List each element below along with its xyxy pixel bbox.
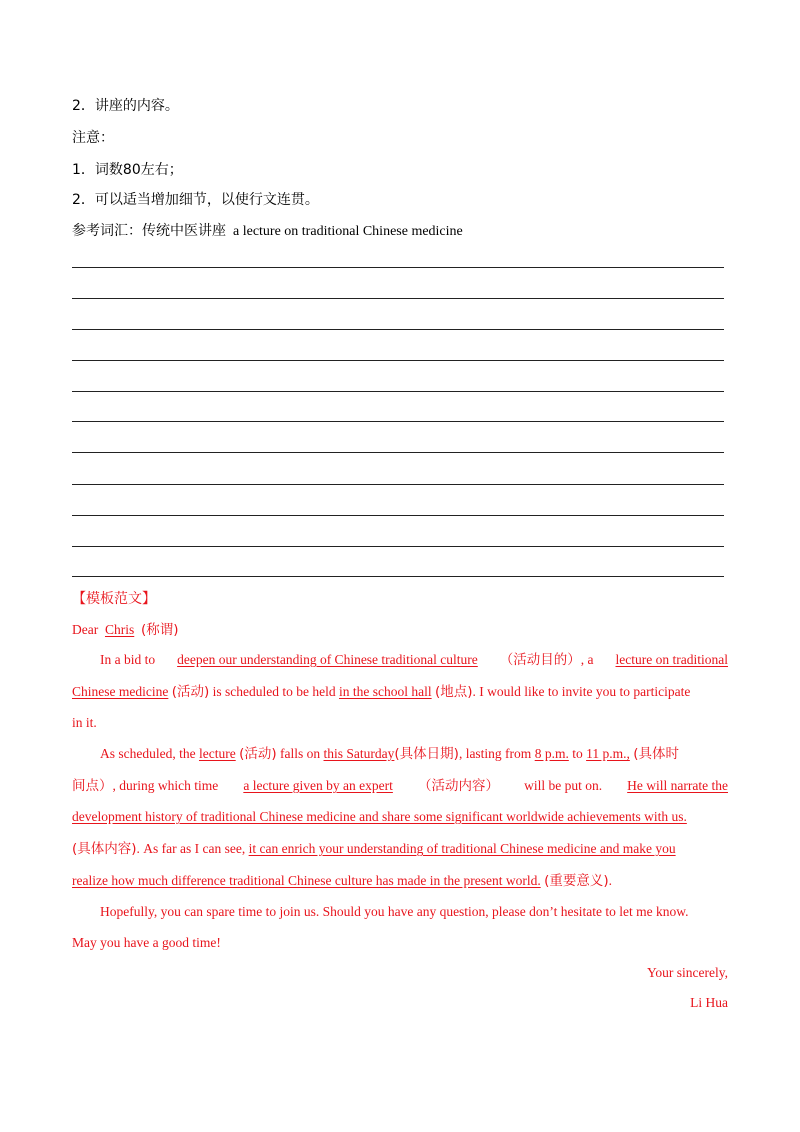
p2-meaning-note: (重要意义): [544, 873, 609, 889]
vocab-label: 参考词汇：传统中医讲座: [72, 223, 226, 239]
note-item-1: 1．词数80左右；: [72, 162, 183, 178]
p2-date-note: (具体日期): [394, 746, 459, 762]
writing-line: [72, 329, 724, 330]
salutation: [72, 621, 728, 639]
writing-line: [72, 298, 724, 299]
p1-event-note: (活动): [171, 684, 210, 700]
paragraph-1-line-1: [100, 651, 728, 669]
paragraph-3-line-2: May you have a good time!: [72, 935, 221, 950]
p2-content-note: (具体内容): [72, 841, 137, 857]
paragraph-1-line-3: in it.: [72, 715, 97, 730]
p2-activity-note: （活动内容）: [417, 778, 499, 794]
p2-meaning: it can enrich your understanding of traditional Chinese medicine and make you: [248, 841, 676, 856]
p1-text: In a bid to: [100, 652, 156, 667]
writing-line: [72, 546, 724, 547]
vocab-english: a lecture on traditional Chinese medicine: [233, 224, 463, 239]
note-item-2: 2．可以适当增加细节，以使行文连贯。: [72, 192, 319, 208]
p2-end-time: 11 p.m.,: [586, 746, 630, 761]
paragraph-3-line-1: Hopefully, you can spare time to join us. Should you have any question, please don’t hesitate to let me know.: [100, 904, 689, 919]
writing-line: [72, 515, 724, 516]
salutation-dear: Dear: [72, 622, 99, 637]
p2-content: He will narrate the: [627, 778, 728, 793]
p2-date: this Saturday: [323, 746, 395, 761]
writing-line: [72, 452, 724, 453]
p1-event: Chinese medicine: [72, 684, 169, 699]
sample-heading: 【模板范文】: [72, 591, 156, 607]
p1-place-note: (地点): [435, 684, 473, 700]
writing-line: [72, 576, 724, 577]
reference-vocab: [72, 222, 463, 241]
p2-text: As scheduled, the: [100, 746, 196, 761]
writing-line: [72, 391, 724, 392]
closing: Your sincerely,: [647, 965, 728, 980]
p2-text: falls on: [280, 746, 321, 761]
p1-place: in the school hall: [339, 684, 432, 699]
p2-event-note: (活动): [239, 746, 277, 762]
p2-text: will be put on.: [524, 778, 603, 793]
writing-line: [72, 484, 724, 485]
p2-text: , lasting from: [458, 746, 532, 761]
p1-text: is scheduled to be held: [212, 684, 336, 699]
note-label: 注意：: [72, 130, 114, 146]
signature: Li Hua: [690, 995, 728, 1010]
p1-text: . I would like to invite you to participate: [472, 684, 691, 699]
writing-line: [72, 267, 724, 268]
paragraph-2-line-4: [72, 840, 728, 858]
p2-meaning: realize how much difference traditional Chinese culture has made in the present world.: [72, 873, 541, 888]
salutation-note: (称谓): [141, 622, 179, 638]
p2-start-time: 8 p.m.: [534, 746, 569, 761]
p2-time-note: 间点）: [72, 778, 113, 794]
p2-text: to: [572, 746, 583, 761]
paragraph-2-line-1: [100, 745, 728, 763]
paragraph-2-line-2: [72, 777, 728, 795]
p2-time-note: (具体时: [633, 746, 679, 762]
p2-text: . As far as I can see,: [136, 841, 246, 856]
salutation-name: Chris: [104, 622, 135, 637]
paragraph-2-line-3: [72, 808, 728, 826]
paragraph-2-line-5: [72, 872, 728, 890]
p2-event: lecture: [198, 746, 236, 761]
p2-content: development history of traditional Chinese medicine and share some significant worldwide achievements with us.: [72, 809, 687, 824]
paragraph-1-line-2: [72, 683, 728, 701]
p2-text: , during which time: [112, 778, 219, 793]
p1-purpose-note: （活动目的）: [499, 652, 581, 668]
writing-line: [72, 421, 724, 422]
p2-text: .: [608, 873, 612, 888]
p1-text: , a: [580, 652, 594, 667]
p1-event: lecture on traditional: [615, 652, 728, 667]
p2-activity: a lecture given by an expert: [243, 778, 393, 793]
p1-purpose: deepen our understanding of Chinese traditional culture: [177, 652, 478, 667]
prompt-item-2: 2．讲座的内容。: [72, 98, 179, 114]
writing-line: [72, 360, 724, 361]
